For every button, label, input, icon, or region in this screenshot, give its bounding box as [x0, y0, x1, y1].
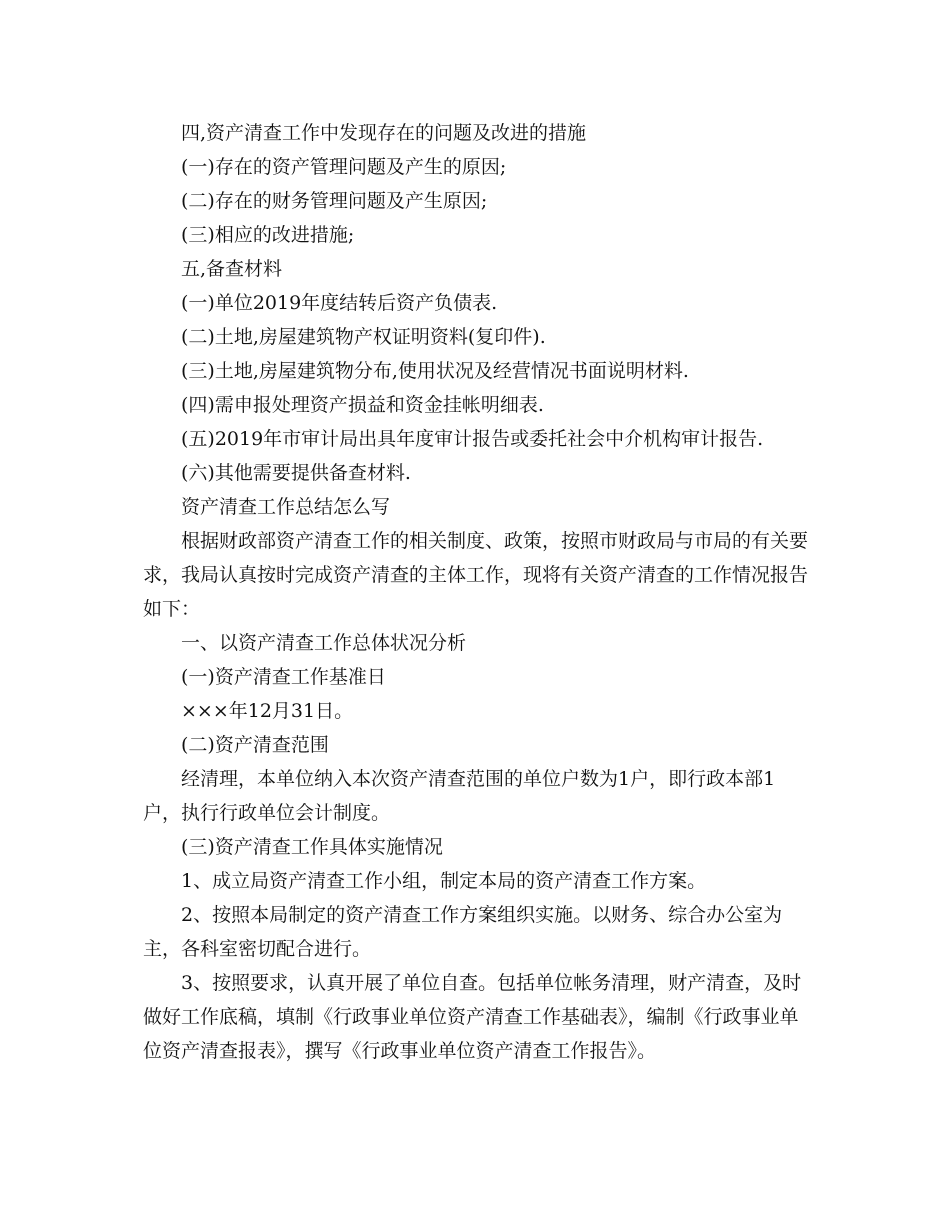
body-paragraph: 根据财政部资产清查工作的相关制度、政策，按照市财政局与市局的有关要求，我局认真按时完成资产清查的主体工作，现将有关资产清查的工作情况报告如下： [143, 530, 809, 620]
body-paragraph: 经清理，本单位纳入本次资产清查范围的单位户数为1户，即行政本部1户，执行行政单位会计制度。 [143, 768, 776, 824]
list-item: (三)相应的改进措施; [181, 224, 355, 246]
subsection-heading: (二)资产清查范围 [181, 734, 329, 756]
body-paragraph: 3、按照要求，认真开展了单位自查。包括单位帐务清理，财产清查，及时做好工作底稿，填制《行政事业单位资产清查工作基础表》，编制《行政事业单位资产清查报表》，撰写《行政事业单位资产清查工作报告》。 [143, 972, 802, 1062]
subsection-heading: (三)资产清查工作具体实施情况 [181, 836, 443, 858]
subsection-heading: (一)资产清查工作基准日 [181, 666, 386, 688]
list-item: (四)需申报处理资产损益和资金挂帐明细表. [181, 394, 544, 416]
section-heading-overview: 一、以资产清查工作总体状况分析 [181, 632, 467, 654]
body-paragraph: 1、成立局资产清查工作小组，制定本局的资产清查工作方案。 [181, 870, 707, 892]
section-heading-problems: 四,资产清查工作中发现存在的问题及改进的措施 [181, 122, 587, 144]
section-heading-reference-materials: 五,备查材料 [181, 258, 283, 280]
list-item: (二)土地,房屋建筑物产权证明资料(复印件). [181, 326, 546, 348]
document-body [143, 116, 808, 1068]
body-paragraph: ×××年12月31日。 [181, 700, 354, 722]
article-title: 资产清查工作总结怎么写 [181, 496, 391, 518]
list-item: (六)其他需要提供备查材料. [181, 462, 411, 484]
body-paragraph: 2、按照本局制定的资产清查工作方案组织实施。以财务、综合办公室为主，各科室密切配合进行。 [143, 904, 783, 960]
list-item: (二)存在的财务管理问题及产生原因; [181, 190, 488, 212]
list-item: (三)土地,房屋建筑物分布,使用状况及经营情况书面说明材料. [181, 360, 689, 382]
list-item: (五)2019年市审计局出具年度审计报告或委托社会中介机构审计报告. [181, 428, 764, 450]
list-item: (一)单位2019年度结转后资产负债表. [181, 292, 498, 314]
list-item: (一)存在的资产管理问题及产生的原因; [181, 156, 507, 178]
